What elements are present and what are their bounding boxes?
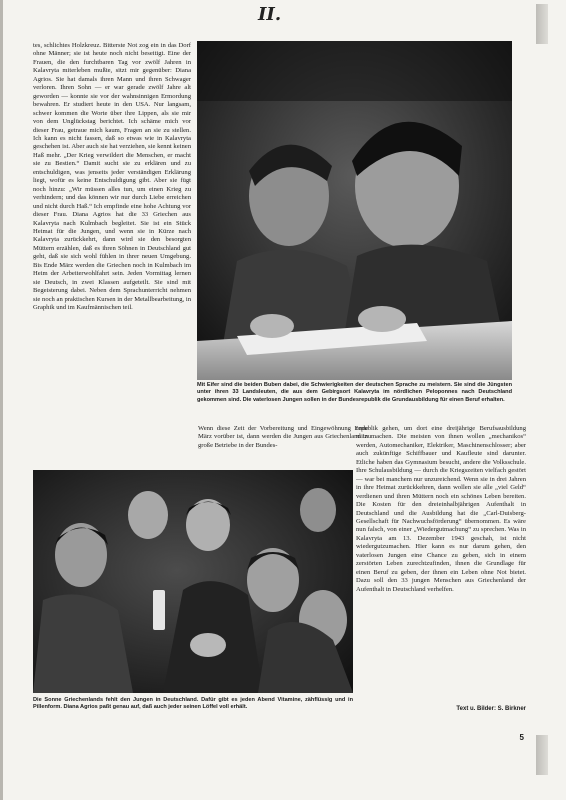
page-edge	[0, 0, 3, 800]
photo-group-vitamins-image	[33, 470, 353, 693]
caption-top: Mit Eifer sind die beiden Buben dabei, die Schwierigkeiten der deutschen Sprache zu meistern. Sie sind die Jüngsten unter ihren 33 Landsleuten, die aus dem Gebirgsort Kalavryta im nördlichen Peloponnes nach Deutschland gekommen sind. Die vaterlosen Jungen sollen in der Bundesrepublik die Grundausbildung für einen Beruf erhalten.	[197, 382, 512, 403]
photo-credit: Text u. Bilder: S. Birkner	[456, 706, 526, 712]
article-text-left: tes, schlichtes Holzkreuz. Bitterste Not zog ein in das Dorf ohne Männer; sie ist heute noch nicht beseitigt. Eine der Frauen, die den furchtbaren Tag vor zwölf Jahren in Kalavryta miterleben mußte, sitzt mir gegenüber: Diana Agrios. Sie hat damals ihren Mann und ihren Schwager verloren. Ihren Sohn — er war gerade zwölf Jahre alt geworden — konnte sie vor der wahnsinnigen Ermordung bewahren. Er studiert heute in den USA. Nur langsam, schwer kommen die Worte über ihre Lippen, als sie mir von dem Unglückstag berichtet. Ich schäme mich vor dieser Frau, getraue mich kaum, Fragen an sie zu stellen. Ich kann es nicht fassen, daß so etwas wie in Kalavryta geschehen ist. Aber auch sie hat verziehen, sie kennt keinen Haß mehr. „Der Krieg verwildert die Menschen, er macht sie zu Bestien.“ Damit sucht sie zu erklären und zu entschuldigen, was jenseits jeder verständigen Erklärung liegt, wofür es keine Entschuldigung gibt. Aber sie fügt noch hinzu: „Wir müssen alles tun, um einen Krieg zu verhindern; und das können wir nur durch Liebe erreichen und nicht durch Haß.“ Ich empfinde eine hohe Achtung vor dieser Frau. Diana Agrios hat die 33 Griechen aus Kalavryta nach Kulmbach begleitet. Sie ist ein Stück Heimat für die Jungen, und wenn sie in Kürze nach Kalavryta zurückkehrt, dann wird sie den besorgten Müttern erzählen, daß es ihren Söhnen in Deutschland gut geht, daß sie sich wohl fühlen in ihrer neuen Umgebung. Bis Ende März werden die Griechen noch in Kulmbach im Heim der Arbeiterwohlfahrt sein. Jeden Vormittag lernen sie Deutsch, in zwei Klassen aufgeteilt. Sie sind mit Begeisterung dabei. Neben dem Sprachunterricht nehmen sie noch an praktischen Kursen in der Metallbearbeitung, in Graphik und im Kaufmännischen teil.	[33, 42, 191, 312]
page-number: 5	[519, 733, 524, 742]
scan-mark-bottom	[536, 735, 548, 775]
caption-bottom: Die Sonne Griechenlands fehlt den Jungen in Deutschland. Dafür gibt es jeden Abend Vitamine, zähflüssig und in Pillenform. Diana Agrios paßt genau auf, daß auch jeder seinen Löffel voll erhält.	[33, 697, 353, 711]
photo-boys-studying-image	[197, 41, 512, 380]
photo-group-vitamins	[33, 470, 353, 693]
article-text-middle: Wenn diese Zeit der Vorbereitung und Eingewöhnung Ende März vorüber ist, dann werden die Jungen aus Griechenland in große Betriebe in der Bundes-	[198, 425, 368, 449]
article-column-left	[33, 42, 191, 462]
photo-boys-studying	[197, 41, 512, 380]
handwritten-mark: II.	[258, 4, 282, 25]
article-column-right	[356, 425, 526, 700]
article-text-right: republik gehen, um dort eine dreijährige Berufsausbildung mitzumachen. Die meisten von ihnen wollen „mechanikos“ werden, Automechaniker, Elektriker, Maschinenschlosser; aber auch zukünftige Schiffbauer und Kaufleute sind darunter. Etliche haben das Gymnasium besucht, andere die Volksschule. Ihre Schulausbildung — durch die Kriegszeiten vielfach gestört — war bei manchem nur unzureichend. Wenn sie in drei Jahren in ihre Heimat zurückkehren, dann wollen sie alle „viel Geld“ verdienen und ihren Müttern noch ein schönes Leben bereiten. Die Kosten für den dreieinhalbjährigen Aufenthalt in Deutschland und die Ausbildung hat die „Carl-Duisberg-Gesellschaft für Nachwuchsförderung“ übernommen. Es wäre nun falsch, von einer „Wiedergutmachung“ zu sprechen. Was in Kalavryta am 13. Dezember 1943 geschah, ist nicht wiedergutzumachen. Hier kann es nur darum gehen, den vaterlosen Jungen eine Chance zu geben, sich in einem zerstörten Leben zurechtzufinden, ihnen die Grundlage für einen Beruf zu geben, der ihnen ein Leben ohne Not bietet. Dazu soll den 33 jungen Menschen aus Griechenland der Aufenthalt in Deutschland verhelfen.	[356, 425, 526, 593]
article-column-middle	[198, 425, 368, 465]
scan-mark-top	[536, 4, 548, 44]
